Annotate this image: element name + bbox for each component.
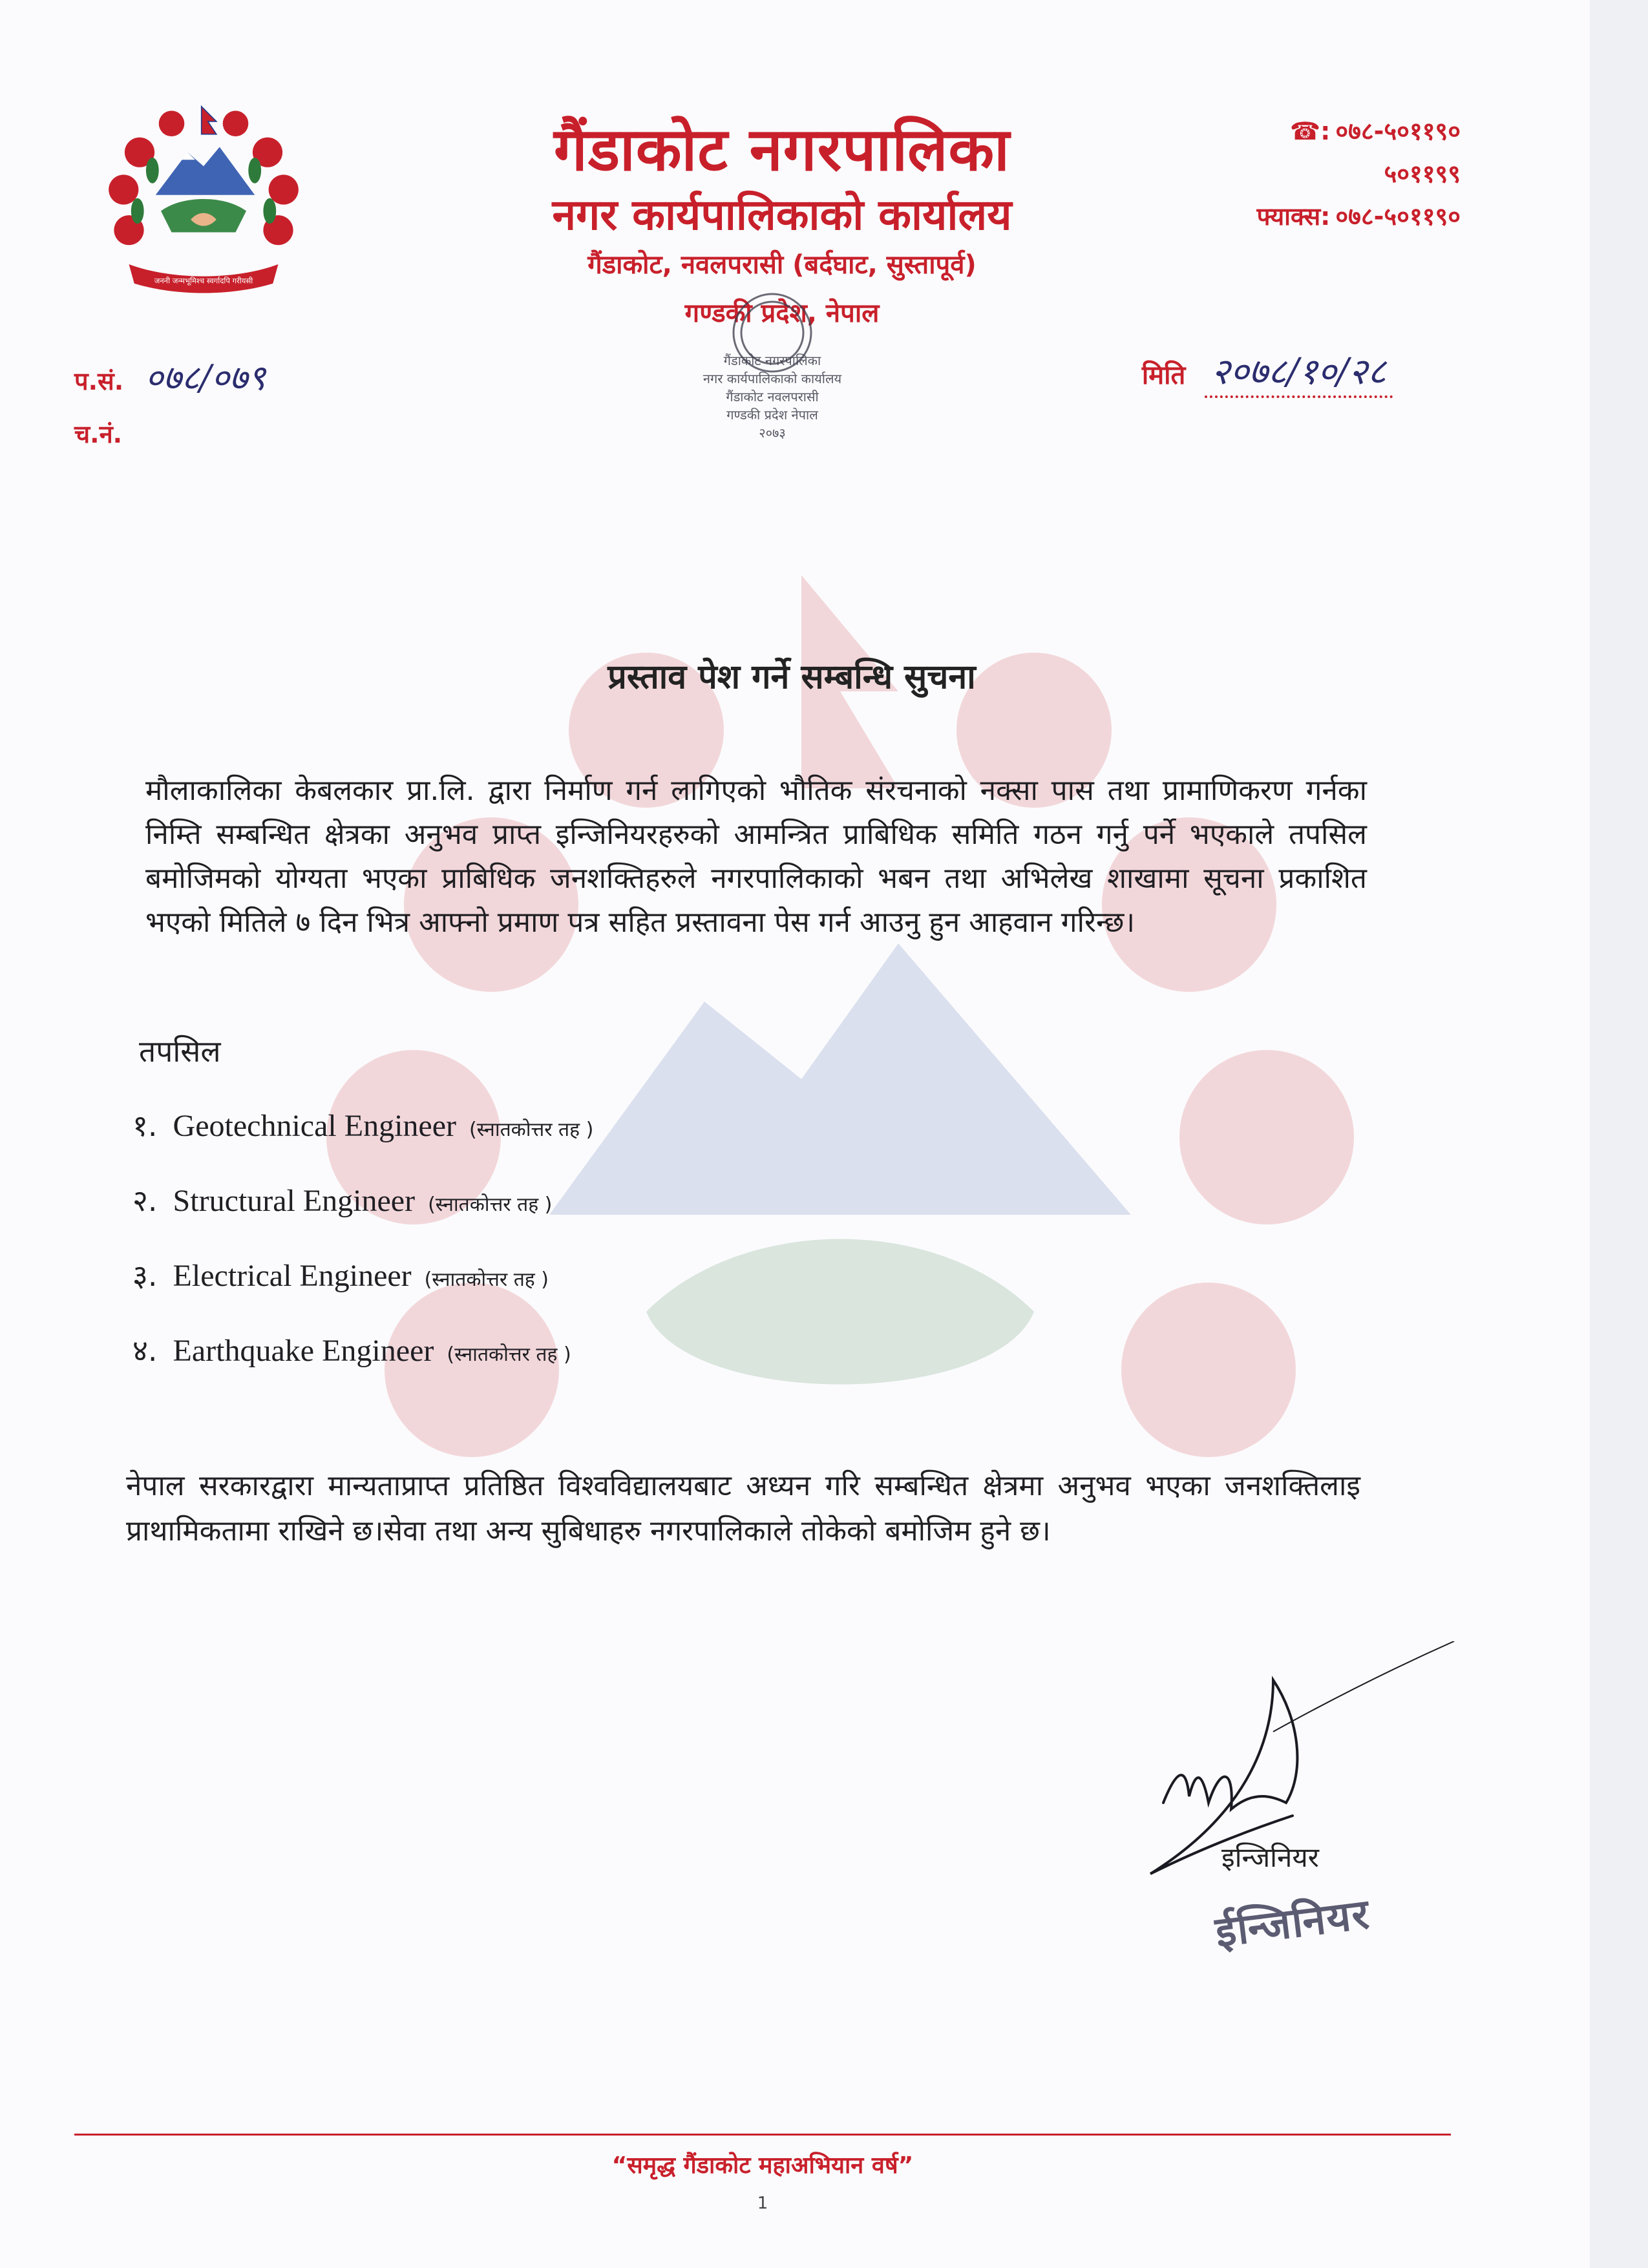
list-item-level: (स्नातकोत्तर तह ) xyxy=(424,1268,549,1291)
fax-row xyxy=(1257,195,1461,238)
stamp-line-2: नगर कार्यपालिकाको कार्यालय xyxy=(703,371,842,386)
address-line-2: गण्डकी प्रदेश, नेपाल xyxy=(684,299,880,328)
phone-row xyxy=(1257,110,1461,152)
notice-paragraph-2: नेपाल सरकारद्वारा मान्यताप्राप्त प्रतिष्ठित विश्वविद्यालयबाट अध्यन गरि सम्बन्धित क्षेत्रमा अनुभव भएका जनशक्तिलाइ प्राथामिकतामा राखिने छ।सेवा तथा अन्य सुबिधाहरु नगरपालिकाले तोकेको बमोजिम हुने छ। xyxy=(126,1469,1360,1548)
cn-label: च.नं. xyxy=(74,420,123,448)
list-item-number: ४. xyxy=(132,1333,158,1368)
list-item-number: १. xyxy=(132,1108,158,1143)
phone-1: ०७८-५०११९० xyxy=(1335,117,1461,145)
stamp-line-1: गैंडाकोट नगरपालिका xyxy=(723,353,821,368)
phone-2: ५०११९९ xyxy=(1384,160,1461,188)
stamp-line-3: गैंडाकोट नवलपरासी xyxy=(726,389,819,404)
list-item xyxy=(132,1255,593,1330)
list-item-role: Earthquake Engineer xyxy=(173,1334,434,1368)
footer-motto: “समृद्ध गैंडाकोट महाअभियान वर्ष” xyxy=(611,2152,914,2179)
list-item-number: ३. xyxy=(132,1258,158,1293)
reference-number xyxy=(74,352,266,400)
date-field xyxy=(1142,346,1393,395)
list-item-role: Geotechnical Engineer xyxy=(173,1109,456,1143)
list-item xyxy=(132,1330,593,1405)
phone-row-2 xyxy=(1257,152,1461,195)
notice-title: प्रस्ताव पेश गर्ने सम्बन्धि सुचना xyxy=(607,658,976,697)
municipality-name: गैंडाकोट नगरपालिका xyxy=(554,115,1010,184)
office-stamp xyxy=(662,268,882,475)
date-label: मिति xyxy=(1141,361,1186,390)
nepal-emblem-logo xyxy=(97,94,310,307)
stamp-year: २०७३ xyxy=(759,425,786,441)
list-item-number: २. xyxy=(132,1183,158,1218)
fax-label: फ्याक्स: xyxy=(1256,202,1331,231)
list-item-level: (स्नातकोत्तर तह ) xyxy=(469,1118,594,1141)
list-item-level: (स्नातकोत्तर तह ) xyxy=(447,1343,571,1366)
signatory-title: इन्जिनियर xyxy=(1221,1842,1319,1873)
scan-edge xyxy=(1590,0,1648,2268)
list-item xyxy=(132,1180,593,1255)
dispatch-number xyxy=(74,417,122,450)
page-number: 1 xyxy=(757,2194,768,2213)
ps-label: प.सं. xyxy=(74,367,124,395)
fax-number: ०७८-५०११९० xyxy=(1335,202,1461,231)
ps-value: ०७८/०७९ xyxy=(145,357,266,398)
emblem-motto: जननी जन्मभूमिश्च स्वर्गादपि गरीयसी xyxy=(154,276,253,286)
stamp-line-4: गण्डकी प्रदेश नेपाल xyxy=(726,407,818,423)
list-item-level: (स्नातकोत्तर तह ) xyxy=(428,1193,553,1216)
requirements-list xyxy=(132,1105,593,1405)
phone-icon-label: ☎: xyxy=(1289,117,1331,145)
notice-paragraph: मौलाकालिका केबलकार प्रा.लि. द्वारा निर्माण गर्न लागिएको भौतिक संरचनाको नक्सा पास तथा प्रामाणिकरण गर्नका निम्ति सम्बन्धित क्षेत्रका अनुभव प्राप्त इन्जिनियरहरुको आमन्त्रित प्राबिधिक समिति गठन गर्नु पर्ने भएकाले तपसिल बमोजिमको योग्यता भएका प्राबिधिक जनशक्तिहरुले नगरपालिकाको भबन तथा अभिलेख शाखामा सूचना प्रकाशित भएको मितिले ७ दिन भित्र आफ्नो प्रमाण पत्र सहित प्रस्तावना पेस गर्न आउनु हुन आहवान गरिन्छ। xyxy=(145,774,1367,939)
list-item-role: Electrical Engineer xyxy=(173,1259,412,1293)
date-value: २०७८/१०/२८ xyxy=(1205,351,1393,398)
signatory-stamp: ईन्जिनियर xyxy=(1212,1890,1373,1957)
office-name: नगर कार्यपालिकाको कार्यालय xyxy=(552,190,1012,240)
contact-block xyxy=(1257,110,1461,238)
tapsil-heading: तपसिल xyxy=(139,1034,221,1069)
list-item xyxy=(132,1105,593,1180)
list-item-role: Structural Engineer xyxy=(173,1184,416,1218)
footer-divider xyxy=(74,2134,1451,2136)
address-line-1: गैंडाकोट, नवलपरासी (बर्दघाट, सुस्तापूर्व) xyxy=(587,250,977,280)
